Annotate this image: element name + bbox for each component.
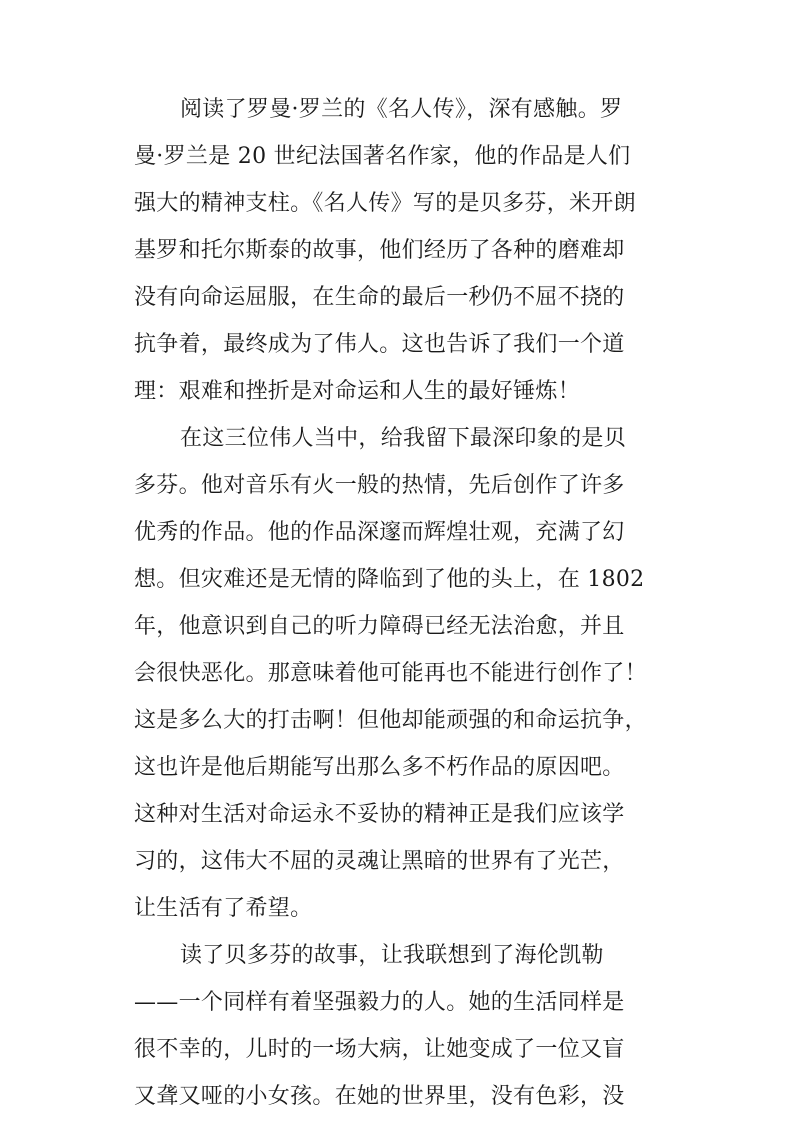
- paragraph-2-line-2: 多芬。他对音乐有火一般的热情，先后创作了许多: [134, 473, 625, 498]
- paragraph-2-line-10: 习的，这伟大不屈的灵魂让黑暗的世界有了光芒，: [134, 849, 625, 874]
- paragraph-3-line-3: 很不幸的，儿时的一场大病，让她变成了一位又盲: [134, 1037, 625, 1062]
- paragraph-1-line-4: 基罗和托尔斯泰的故事，他们经历了各种的磨难却: [134, 238, 625, 263]
- paragraph-3-line-2: ——一个同样有着坚强毅力的人。她的生活同样是: [134, 990, 625, 1015]
- paragraph-3-line-1: 读了贝多芬的故事，让我联想到了海伦凯勒: [180, 943, 604, 968]
- paragraph-2-line-4: 想。但灾难还是无情的降临到了他的头上，在 1802: [134, 567, 645, 592]
- paragraph-2-line-3: 优秀的作品。他的作品深邃而辉煌壮观，充满了幻: [134, 520, 625, 545]
- paragraph-1-line-5: 没有向命运屈服，在生命的最后一秒仍不屈不挠的: [134, 285, 625, 310]
- paragraph-2-line-6: 会很快恶化。那意味着他可能再也不能进行创作了！: [134, 661, 647, 686]
- paragraph-1-line-3: 强大的精神支柱。《名人传》写的是贝多芬，米开朗: [134, 191, 636, 216]
- paragraph-2-line-1: 在这三位伟人当中，给我留下最深印象的是贝: [180, 426, 627, 451]
- paragraph-2-line-9: 这种对生活对命运永不妥协的精神正是我们应该学: [134, 802, 625, 827]
- paragraph-2-line-8: 这也许是他后期能写出那么多不朽作品的原因吧。: [134, 755, 625, 780]
- paragraph-1-line-2: 曼·罗兰是 20 世纪法国著名作家，他的作品是人们: [134, 144, 631, 169]
- paragraph-3-line-4: 又聋又哑的小女孩。在她的世界里，没有色彩，没: [134, 1084, 625, 1109]
- paragraph-1-line-6: 抗争着，最终成为了伟人。这也告诉了我们一个道: [134, 332, 625, 357]
- paragraph-1-line-7: 理：艰难和挫折是对命运和人生的最好锤炼！: [134, 379, 581, 404]
- paragraph-2-line-7: 这是多么大的打击啊！但他却能顽强的和命运抗争，: [134, 708, 647, 733]
- paragraph-2-line-5: 年，他意识到自己的听力障碍已经无法治愈，并且: [134, 614, 625, 639]
- paragraph-2-line-11: 让生活有了希望。: [134, 896, 313, 921]
- paragraph-1-line-1: 阅读了罗曼·罗兰的《名人传》，深有感触。罗: [180, 97, 623, 122]
